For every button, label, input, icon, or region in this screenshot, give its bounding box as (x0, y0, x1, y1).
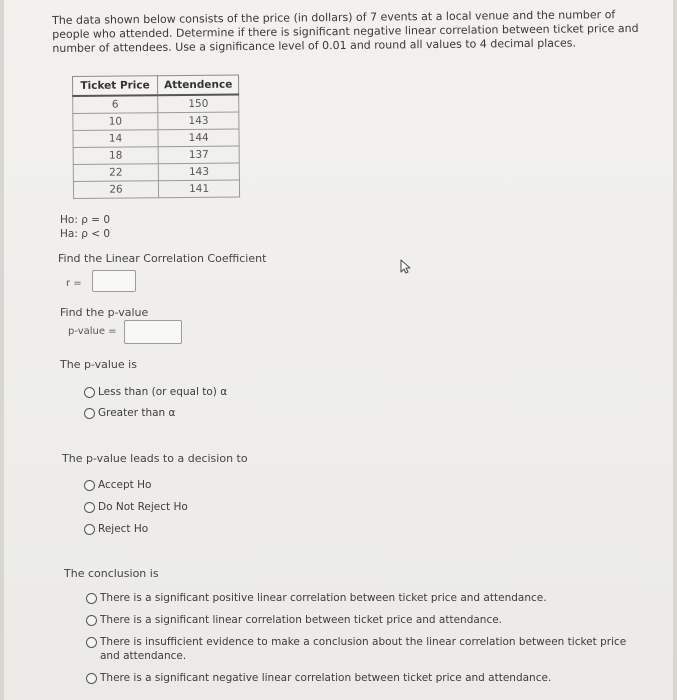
option-insufficient-evidence[interactable] (86, 635, 646, 663)
alternative-hypothesis: Ha: ρ < 0 (60, 228, 111, 240)
table-row (73, 146, 239, 164)
decision-prompt: The p-value leads to a decision to (62, 452, 248, 465)
option-significant-positive[interactable] (86, 591, 646, 605)
radio-circle[interactable] (84, 502, 95, 513)
table-cell-price: 22 (73, 164, 158, 182)
pvalue-prompt: Find the p-value (60, 306, 149, 319)
radio-circle[interactable] (86, 593, 97, 604)
table-cell-attendance: 144 (158, 129, 239, 147)
option-label: There is a significant linear correlation between ticket price and attendance. (100, 614, 503, 626)
null-hypothesis: Ho: ρ = 0 (60, 214, 111, 226)
option-reject-ho[interactable] (84, 522, 148, 536)
table-cell-attendance: 143 (158, 163, 239, 181)
r-input[interactable] (92, 270, 136, 292)
option-accept-ho[interactable] (84, 478, 151, 492)
worksheet-page (4, 0, 673, 700)
table-row (73, 95, 239, 114)
table-cell-attendance: 137 (158, 146, 239, 164)
column-header-ticket-price: Ticket Price (73, 76, 158, 96)
option-do-not-reject-ho[interactable] (84, 500, 188, 514)
table-row (73, 129, 239, 147)
table-cell-price: 6 (73, 95, 158, 113)
option-label: There is a significant positive linear correlation between ticket price and attendance. (100, 592, 547, 604)
option-less-than-alpha[interactable] (84, 385, 227, 399)
option-significant-negative[interactable] (86, 671, 646, 685)
conclusion-prompt: The conclusion is (64, 567, 159, 580)
option-label: Greater than α (98, 407, 176, 419)
option-greater-than-alpha[interactable] (84, 406, 175, 420)
pvalue-label: p-value = (68, 326, 117, 337)
radio-circle[interactable] (86, 673, 97, 684)
table-cell-price: 18 (73, 147, 158, 165)
table-cell-price: 10 (73, 113, 158, 131)
radio-circle[interactable] (84, 524, 95, 535)
table-cell-price: 14 (73, 130, 158, 148)
option-label: Do Not Reject Ho (98, 501, 188, 513)
pvalue-input[interactable] (124, 320, 182, 344)
table-row (73, 163, 239, 181)
option-significant[interactable] (86, 613, 646, 627)
table-cell-attendance: 143 (158, 112, 239, 130)
radio-circle[interactable] (86, 637, 97, 648)
mouse-cursor-icon (399, 258, 413, 274)
pvalue-compare-prompt: The p-value is (60, 358, 137, 371)
column-header-attendence: Attendence (158, 75, 239, 95)
option-label: Less than (or equal to) α (98, 386, 228, 398)
table-row (73, 180, 239, 198)
radio-circle[interactable] (86, 615, 97, 626)
radio-circle[interactable] (84, 408, 95, 419)
data-table (72, 75, 240, 199)
option-label: There is insufficient evidence to make a conclusion about the linear correlation between ticket price and attendance. (100, 636, 627, 662)
r-label: r = (66, 278, 82, 289)
table-cell-attendance: 141 (158, 180, 239, 198)
radio-circle[interactable] (84, 480, 95, 491)
table-cell-price: 26 (73, 181, 158, 199)
table-row (73, 112, 239, 130)
option-label: Accept Ho (98, 479, 152, 491)
table-cell-attendance: 150 (158, 95, 239, 113)
radio-circle[interactable] (84, 387, 95, 398)
option-label: Reject Ho (98, 523, 149, 535)
correlation-prompt: Find the Linear Correlation Coefficient (58, 252, 267, 265)
question-intro: The data shown below consists of the price (in dollars) of 7 events at a local venue and the number of people who attended. Determine if there is significant negative linear correlation between ticket price and number of attendees. Use a significance level of 0.01 and round all values to 4 decimal places. (52, 8, 639, 55)
option-label: There is a significant negative linear correlation between ticket price and attendance. (100, 672, 552, 684)
